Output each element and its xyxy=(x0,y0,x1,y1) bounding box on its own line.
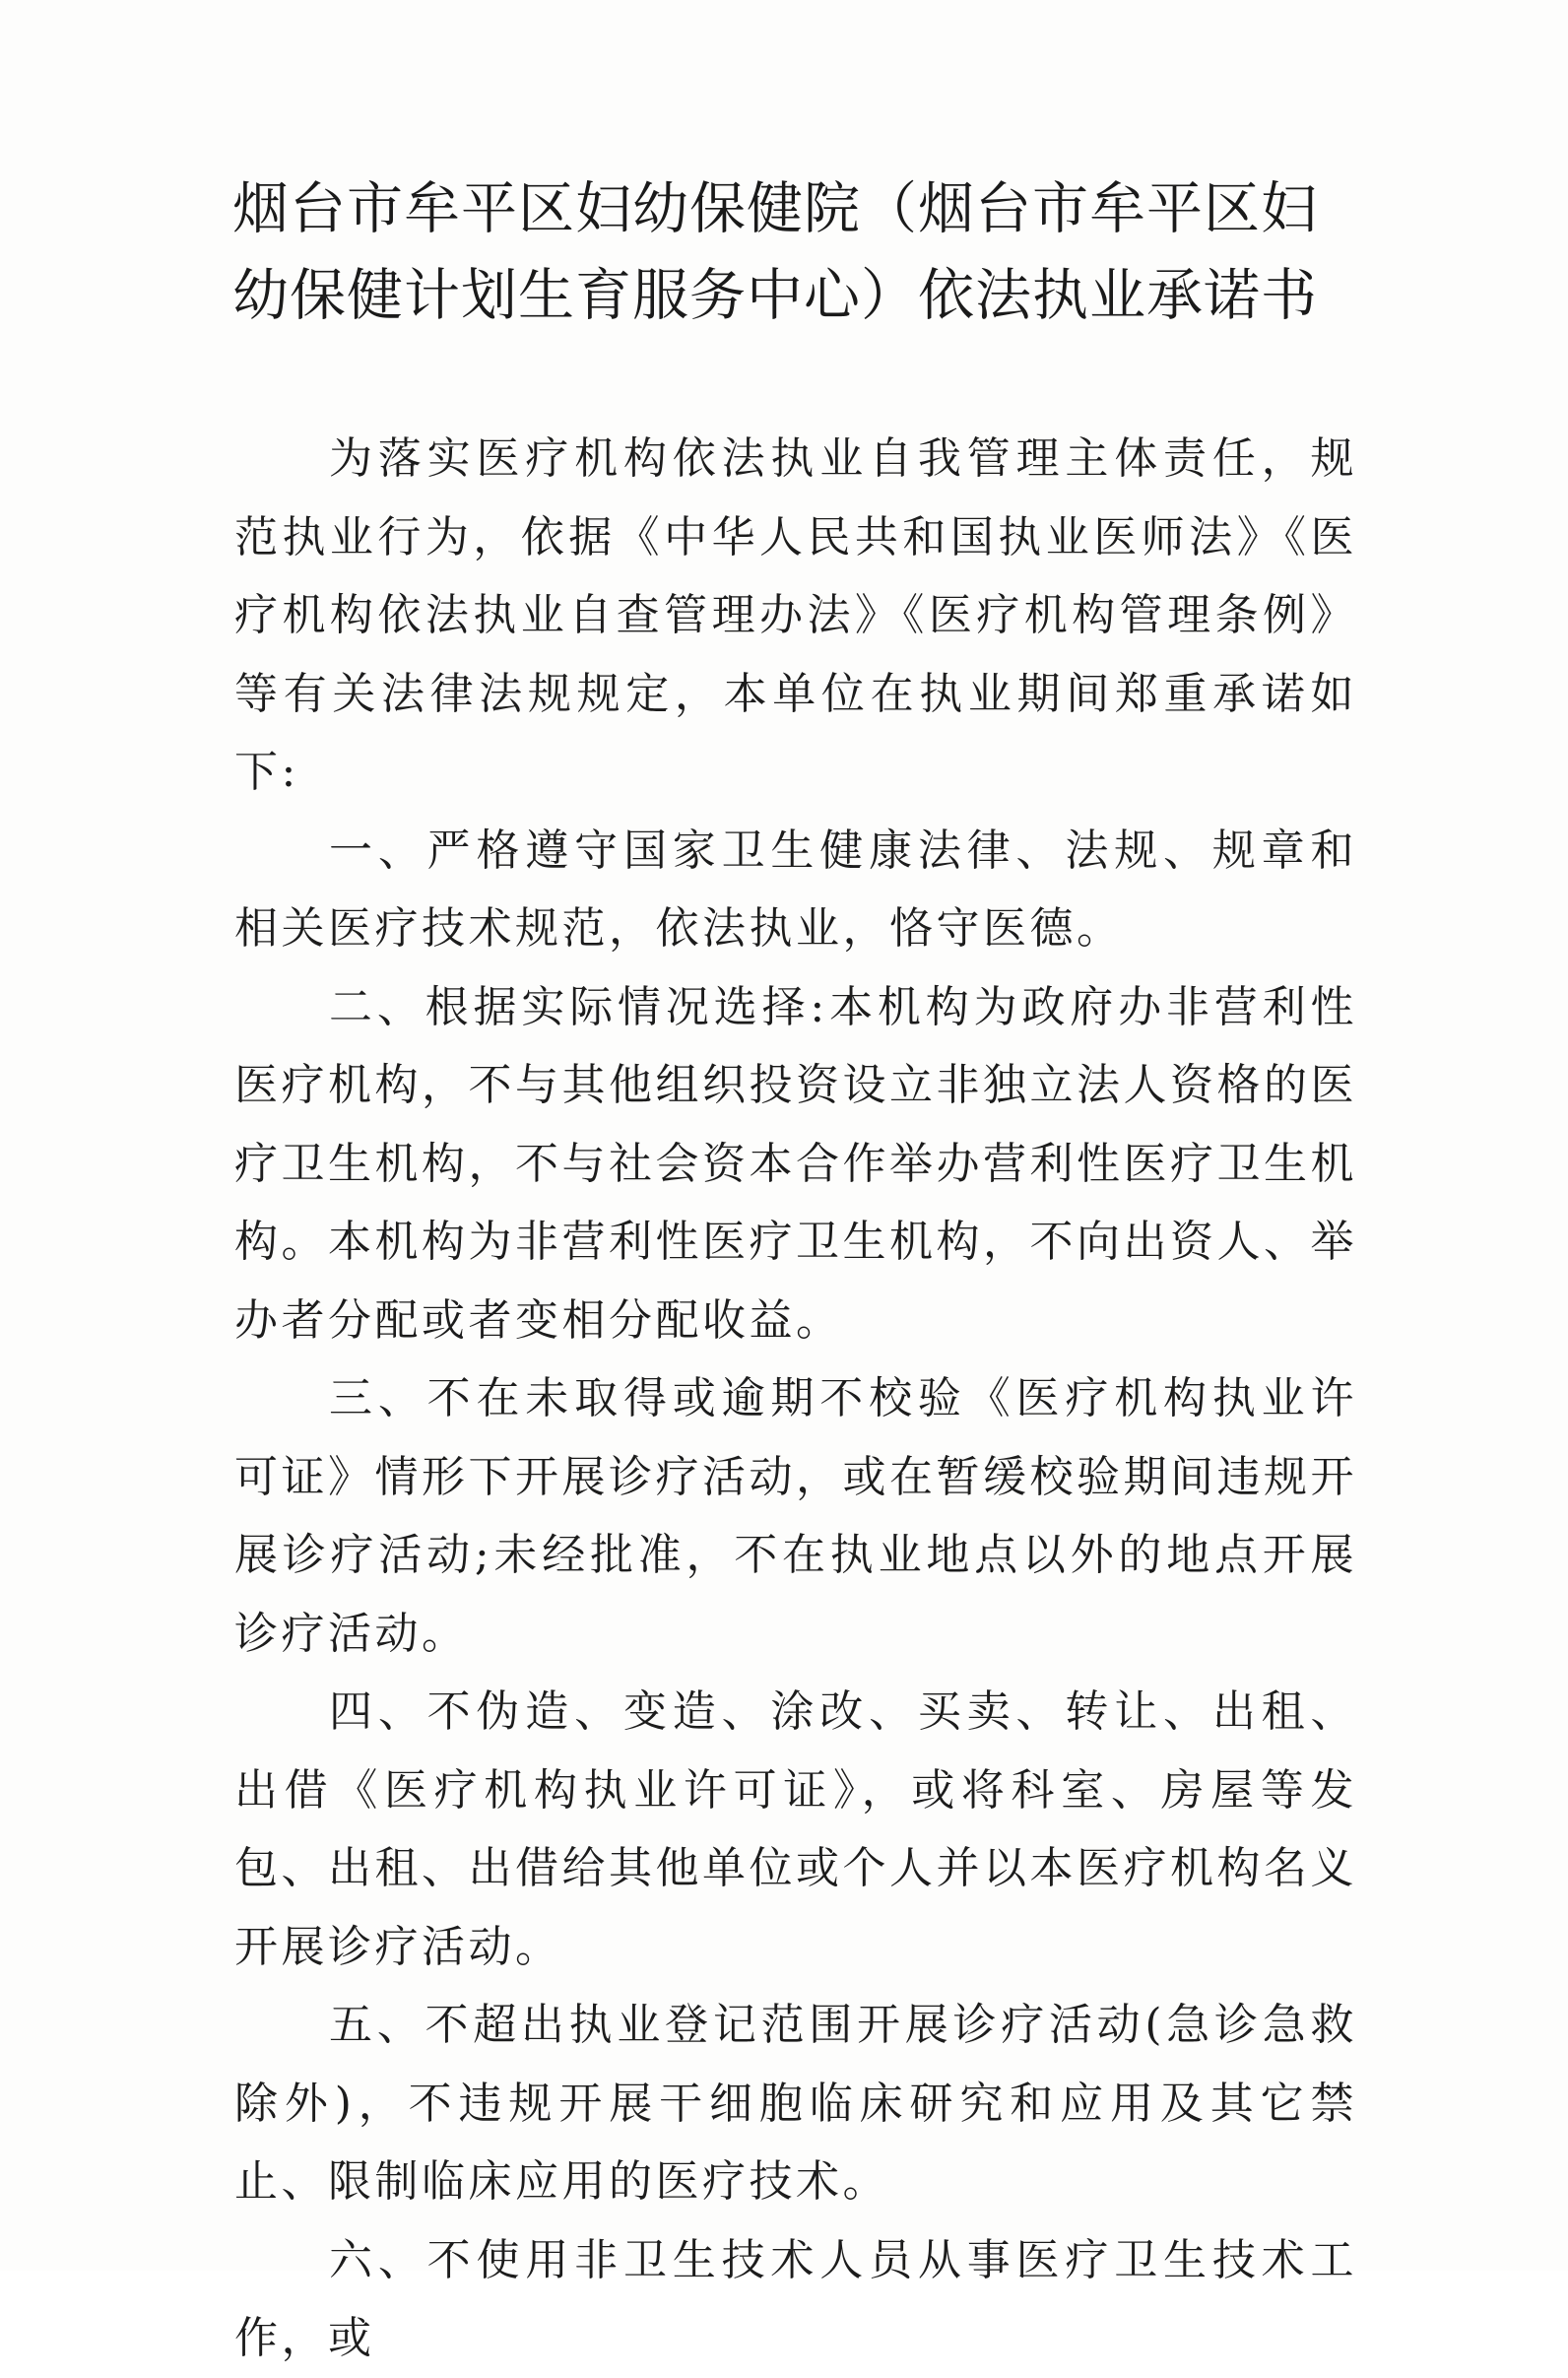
document-body xyxy=(234,420,1357,2378)
document-title xyxy=(232,165,1365,339)
paragraph-item-1: 一、严格遵守国家卫生健康法律、法规、规章和相关医疗技术规范，依法执业，恪守医德。 xyxy=(234,825,1357,954)
title-line-2: 幼保健计划生育服务中心）依法执业承诺书 xyxy=(232,263,1318,328)
paragraph-item-4: 四、不伪造、变造、涂改、买卖、转让、出租、出借《医疗机构执业许可证》，或将科室、房屋等发包、出租、出借给其他单位或个人并以本医疗机构名义开展诊疗活动。 xyxy=(234,1686,1357,1972)
paragraph-item-3: 三、不在未取得或逾期不校验《医疗机构执业许可证》情形下开展诊疗活动，或在暂缓校验期间违规开展诊疗活动;未经批准，不在执业地点以外的地点开展诊疗活动。 xyxy=(234,1373,1357,1659)
paragraph-item-2: 二、根据实际情况选择:本机构为政府办非营利性医疗机构，不与其他组织投资设立非独立法人资格的医疗卫生机构，不与社会资本合作举办营利性医疗卫生机构。本机构为非营利性医疗卫生机构，不向出资人、举办者分配或者变相分配收益。 xyxy=(234,981,1357,1346)
paragraph-item-5: 五、不超出执业登记范围开展诊疗活动(急诊急救除外)，不违规开展干细胞临床研究和应用及其它禁止、限制临床应用的医疗技术。 xyxy=(234,2000,1357,2207)
paragraph-item-6: 六、不使用非卫生技术人员从事医疗卫生技术工作，或 xyxy=(234,2234,1357,2363)
title-line-1: 烟台市牟平区妇幼保健院（烟台市牟平区妇 xyxy=(232,176,1318,241)
paragraph-intro: 为落实医疗机构依法执业自我管理主体责任，规范执业行为，依据《中华人民共和国执业医师法》《医疗机构依法执业自查管理办法》《医疗机构管理条例》等有关法律法规规定，本单位在执业期间郑重承诺如下: xyxy=(234,433,1357,797)
